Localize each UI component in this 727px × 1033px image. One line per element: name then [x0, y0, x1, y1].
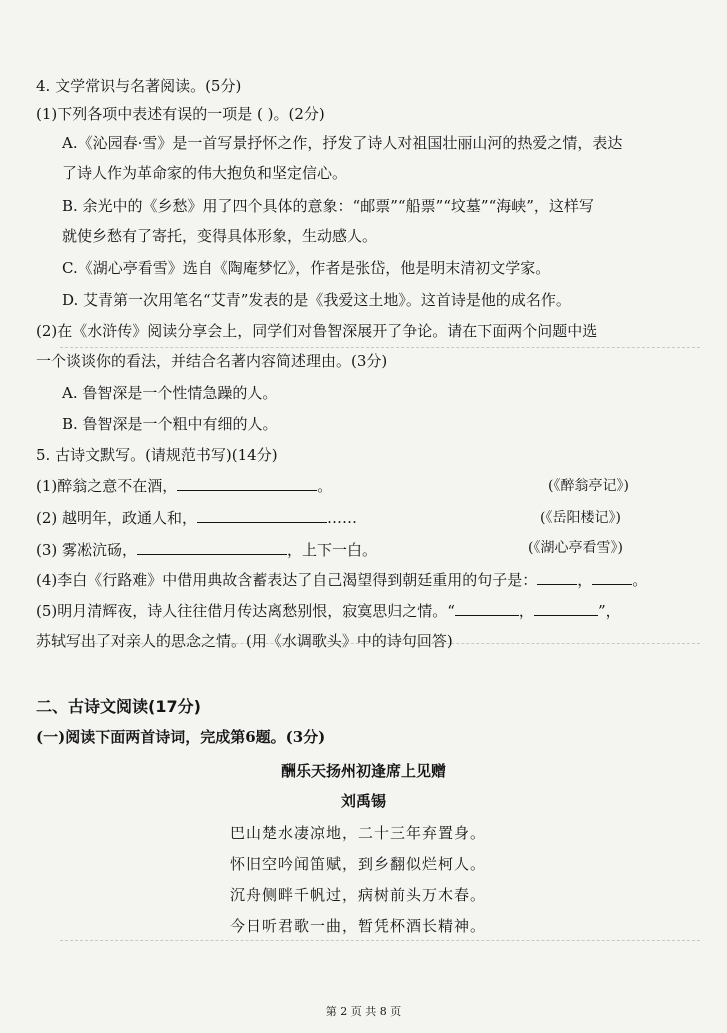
q5-item1-text: (1)醉翁之意不在酒，	[36, 477, 178, 495]
q4-sub1: (1)下列各项中表述有误的一项是 ( )。(2分)	[36, 105, 325, 123]
q4-sub2-option-a: A. 鲁智深是一个性情急躁的人。	[62, 384, 278, 402]
q5-item5-blank1[interactable]	[455, 601, 519, 616]
q4-option-b-line1: B. 余光中的《乡愁》用了四个具体的意象：“邮票”“船票”“坟墓”“海峡”，这样写	[62, 197, 594, 215]
q5-item2	[36, 508, 357, 528]
bleed-through-line	[60, 940, 700, 941]
q4-option-d: D. 艾青第一次用笔名“艾青”发表的是《我爱这土地》。这首诗是他的成名作。	[62, 291, 571, 309]
q5-item4-end: 。	[632, 571, 648, 589]
q5-title: 5. 古诗文默写。(请规范书写)(14分)	[36, 446, 278, 464]
q4-sub2-option-b: B. 鲁智深是一个粗中有细的人。	[62, 415, 278, 433]
page-footer: 第 2 页 共 8 页	[325, 1005, 402, 1018]
poem-author: 刘禹锡	[340, 792, 386, 810]
q5-item5-line2: 苏轼写出了对亲人的思念之情。(用《水调歌头》中的诗句回答)	[36, 632, 453, 650]
q5-item5-mid: ，	[518, 602, 534, 620]
q4-option-a-line2: 了诗人作为革命家的伟大抱负和坚定信心。	[62, 164, 348, 182]
q4-option-c: C.《湖心亭看雪》选自《陶庵梦忆》，作者是张岱，他是明末清初文学家。	[62, 259, 551, 277]
q5-item4-mid: ，	[577, 571, 593, 589]
q5-item2-blank[interactable]	[197, 508, 327, 523]
q5-item4-blank2[interactable]	[592, 570, 632, 585]
poem-line-4: 今日听君歌一曲，暂凭杯酒长精神。	[230, 917, 487, 935]
q5-item3-end: ，上下一白。	[287, 541, 378, 559]
poem-line-1: 巴山楚水凄凉地，二十三年弃置身。	[230, 824, 487, 842]
q4-option-b-line2: 就使乡愁有了寄托，变得具体形象，生动感人。	[62, 227, 378, 245]
q5-item3-text: (3) 雾凇沆砀，	[36, 541, 138, 559]
poem-line-2: 怀旧空吟闻笛赋，到乡翻似烂柯人。	[230, 855, 487, 873]
q5-item1-blank[interactable]	[177, 476, 317, 491]
q5-item4-text: (4)李白《行路难》中借用典故含蓄表达了自己渴望得到朝廷重用的句子是：	[36, 571, 538, 589]
q5-item5-blank2[interactable]	[534, 601, 598, 616]
q5-item4-blank1[interactable]	[537, 570, 577, 585]
q4-sub2-line1: (2)在《水浒传》阅读分享会上，同学们对鲁智深展开了争论。请在下面两个问题中选	[36, 322, 598, 340]
q4-sub2-line2: 一个谈谈你的看法，并结合名著内容简述理由。(3分)	[36, 352, 388, 370]
q5-item1	[36, 476, 332, 496]
q5-item3	[36, 540, 377, 560]
q5-item2-source: (《岳阳楼记》)	[540, 510, 621, 526]
poem-title: 酬乐天扬州初逢席上见赠	[280, 762, 446, 780]
section2-sub1: (一)阅读下面两首诗词，完成第6题。(3分)	[36, 728, 326, 746]
q5-item2-text: (2) 越明年，政通人和，	[36, 509, 198, 527]
section2-title: 二、古诗文阅读(17分)	[36, 697, 201, 716]
q5-item1-source: (《醉翁亭记》)	[548, 478, 629, 494]
q5-item3-source: (《湖心亭看雪》)	[528, 540, 623, 556]
q5-item4	[36, 570, 647, 590]
q4-option-a-line1: A.《沁园春·雪》是一首写景抒怀之作，抒发了诗人对祖国壮丽山河的热爱之情，表达	[62, 134, 623, 152]
q5-item5-end: ”，	[597, 602, 621, 620]
poem-line-3: 沉舟侧畔千帆过，病树前头万木春。	[230, 886, 487, 904]
q5-item5-text: (5)明月清辉夜，诗人往往借月传达离愁别恨，寂寞思归之情。“	[36, 602, 455, 620]
q5-item5	[36, 601, 621, 621]
bleed-through-line	[60, 347, 700, 348]
q5-item2-end: ……	[327, 509, 358, 527]
q4-title: 4. 文学常识与名著阅读。(5分)	[36, 77, 242, 95]
q5-item1-end: 。	[317, 477, 333, 495]
q5-item3-blank[interactable]	[137, 540, 287, 555]
